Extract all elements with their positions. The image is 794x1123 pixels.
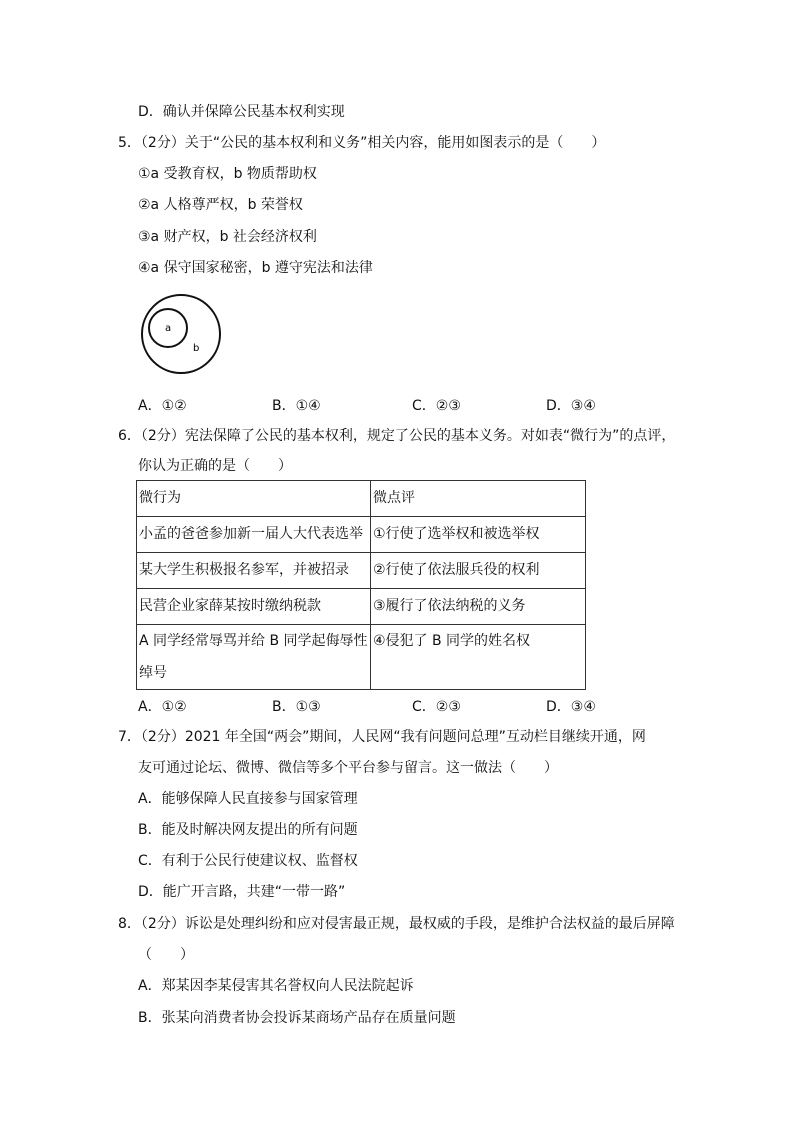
- table-cell-comment: ③履行了依法纳税的义务: [371, 589, 586, 625]
- q5-answer-b[interactable]: B．①④: [272, 398, 321, 414]
- table-header-row: [137, 481, 586, 517]
- table-header-comment: 微点评: [371, 481, 586, 517]
- table-header-behavior: 微行为: [137, 481, 371, 517]
- diagram-label-a: a: [165, 323, 172, 334]
- table-row: [137, 553, 586, 589]
- q6-stem-line-2: 你认为正确的是（ ）: [138, 458, 292, 474]
- q6-answer-row: [138, 696, 618, 714]
- q8-option-b[interactable]: B．张某向消费者协会投诉某商场产品存在质量问题: [138, 1010, 456, 1026]
- diagram-label-b: b: [193, 343, 200, 354]
- table-cell-behavior: A 同学经常辱骂并给 B 同学起侮辱性绰号: [137, 625, 371, 690]
- q5-item-1: ①a 受教育权，b 物质帮助权: [138, 166, 317, 182]
- q6-answer-b[interactable]: B．①③: [272, 699, 321, 715]
- q5-item-2: ②a 人格尊严权，b 荣誉权: [138, 197, 303, 213]
- q7-option-d[interactable]: D．能广开言路，共建“一带一路”: [138, 884, 346, 900]
- q5-answer-c[interactable]: C．②③: [412, 398, 461, 414]
- table-row: [137, 625, 586, 690]
- q7-option-b[interactable]: B．能及时解决网友提出的所有问题: [138, 822, 358, 838]
- table-cell-comment: ④侵犯了 B 同学的姓名权: [371, 625, 586, 690]
- q8-stem-line-2: （ ）: [138, 947, 194, 963]
- q5-answer-d[interactable]: D．③④: [546, 398, 596, 414]
- q6-answer-c[interactable]: C．②③: [412, 699, 461, 715]
- q5-answer-a[interactable]: A．①②: [138, 398, 187, 414]
- q5-answer-row: [138, 395, 618, 413]
- q6-answer-d[interactable]: D．③④: [546, 699, 596, 715]
- outer-circle-b: [142, 295, 220, 373]
- q5-item-3: ③a 财产权，b 社会经济权利: [138, 229, 317, 245]
- q5-stem: 5．（2分）关于“公民的基本权利和义务”相关内容，能用如图表示的是（ ）: [118, 135, 606, 151]
- q7-stem-line-2: 友可通过论坛、微博、微信等多个平台参与留言。这一做法（ ）: [138, 760, 558, 776]
- q7-option-c[interactable]: C．有利于公民行使建议权、监督权: [138, 853, 358, 869]
- q4-option-d: D．确认并保障公民基本权利实现: [138, 104, 345, 120]
- table-cell-behavior: 民营企业家薛某按时缴纳税款: [137, 589, 371, 625]
- table-cell-comment: ①行使了选举权和被选举权: [371, 517, 586, 553]
- q6-answer-a[interactable]: A．①②: [138, 699, 187, 715]
- q7-stem-line-1: 7．（2分）2021 年全国“两会”期间，人民网“我有问题问总理”互动栏目继续开通，网: [118, 729, 646, 745]
- table-cell-behavior: 小孟的爸爸参加新一届人大代表选举: [137, 517, 371, 553]
- table-cell-behavior: 某大学生积极报名参军，并被招录: [137, 553, 371, 589]
- q5-venn-diagram: [138, 293, 228, 383]
- q8-option-a[interactable]: A．郑某因李某侵害其名誉权向人民法院起诉: [138, 978, 414, 994]
- q8-stem-line-1: 8．（2分）诉讼是处理纠纷和应对侵害最正规，最权威的手段，是维护合法权益的最后屏障: [118, 916, 675, 932]
- q6-table: [136, 480, 586, 690]
- table-row: [137, 517, 586, 553]
- table-row: [137, 589, 586, 625]
- q7-option-a[interactable]: A．能够保障人民直接参与国家管理: [138, 791, 358, 807]
- q5-item-4: ④a 保守国家秘密，b 遵守宪法和法律: [138, 260, 373, 276]
- q6-stem-line-1: 6．（2分）宪法保障了公民的基本权利，规定了公民的基本义务。对如表“微行为”的点评，: [118, 428, 676, 444]
- table-cell-comment: ②行使了依法服兵役的权利: [371, 553, 586, 589]
